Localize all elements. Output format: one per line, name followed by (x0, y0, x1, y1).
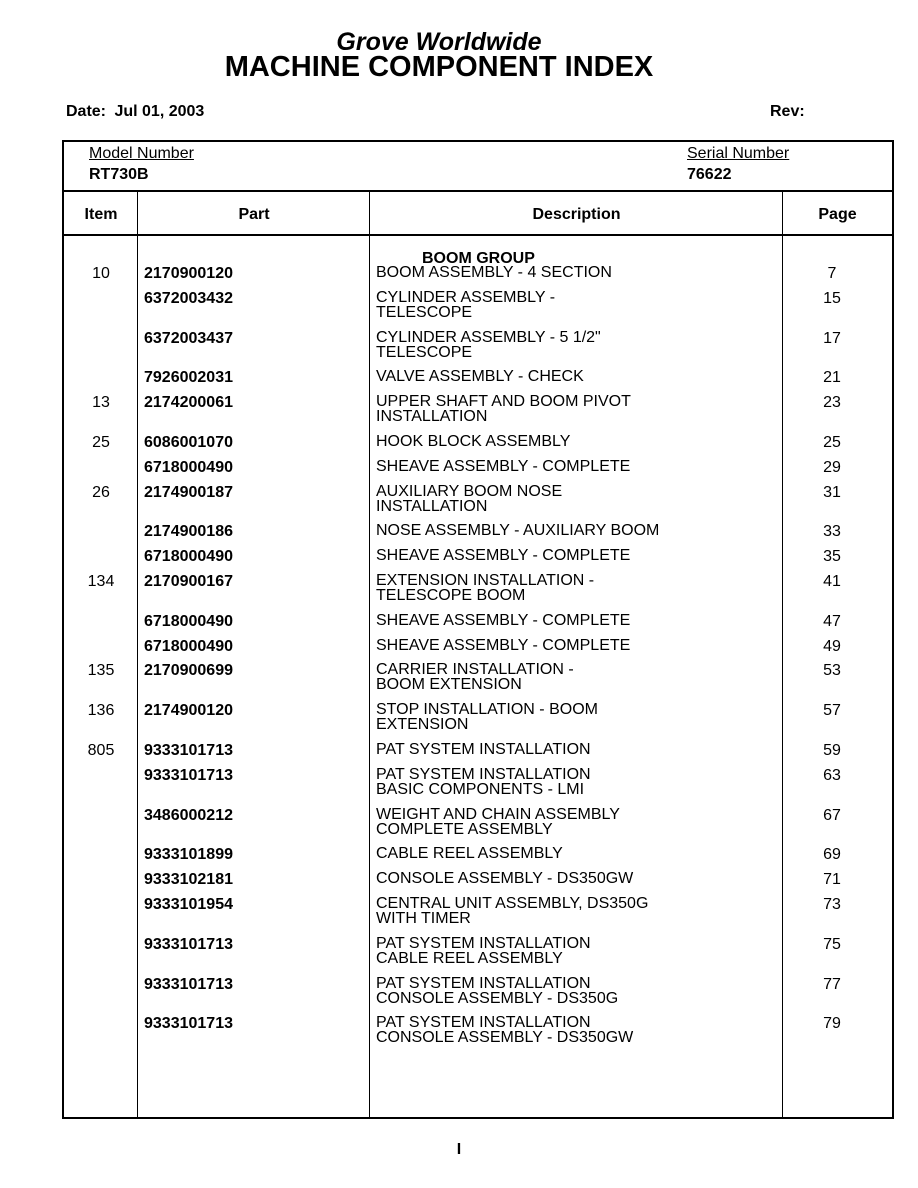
description-line: BOOM EXTENSION (376, 676, 522, 694)
part-number: 6372003432 (144, 289, 233, 307)
page-reference: 79 (823, 1015, 841, 1033)
description-line: STOP INSTALLATION - BOOM (376, 701, 598, 719)
description (376, 742, 591, 757)
description (376, 702, 598, 732)
part-number: 9333102181 (144, 871, 233, 889)
page-reference: 41 (823, 573, 841, 590)
description-line: PAT SYSTEM INSTALLATION (376, 741, 591, 758)
model-number-value: RT730B (89, 166, 149, 183)
part-number: 2174200061 (144, 394, 233, 412)
column-divider (369, 192, 370, 1117)
item-number: 26 (92, 483, 110, 501)
description (376, 434, 570, 449)
part-number: 6086001070 (144, 434, 233, 451)
description (376, 523, 659, 538)
part-number: 9333101713 (144, 935, 233, 953)
description-line: CONSOLE ASSEMBLY - DS350G (376, 989, 619, 1007)
column-headers (64, 192, 892, 236)
description-line: HOOK BLOCK ASSEMBLY (376, 433, 571, 450)
description (376, 846, 563, 861)
part-number: 9333101713 (144, 742, 233, 759)
page-reference: 47 (823, 612, 841, 630)
description-line: TELESCOPE BOOM (376, 587, 526, 604)
description-line: VALVE ASSEMBLY - CHECK (376, 368, 584, 386)
description-line: EXTENSION INSTALLATION - (376, 572, 595, 589)
description (376, 936, 591, 966)
description (376, 638, 630, 653)
description-line: INSTALLATION (376, 408, 488, 426)
column-header-item: Item (84, 206, 118, 223)
description-line: AUXILIARY BOOM NOSE (376, 482, 563, 500)
description-line: CYLINDER ASSEMBLY - (376, 288, 556, 306)
column-header-part: Part (238, 206, 270, 223)
serial-number-label: Serial Number (687, 145, 790, 162)
description (376, 896, 648, 926)
description-line: SHEAVE ASSEMBLY - COMPLETE (376, 611, 631, 629)
page-reference: 25 (823, 434, 841, 451)
description-line: CENTRAL UNIT ASSEMBLY, DS350G (376, 895, 649, 912)
part-number: 6372003437 (144, 329, 233, 347)
component-table (62, 140, 894, 1119)
description (376, 265, 612, 280)
column-divider (782, 192, 783, 1117)
description (376, 1015, 633, 1045)
page-reference: 73 (823, 896, 841, 913)
part-number: 2170900699 (144, 662, 233, 680)
description-line: PAT SYSTEM INSTALLATION (376, 934, 591, 952)
description-line: COMPLETE ASSEMBLY (376, 820, 553, 838)
model-number-label: Model Number (89, 145, 194, 162)
page-reference: 69 (823, 846, 841, 864)
description-line: SHEAVE ASSEMBLY - COMPLETE (376, 636, 631, 654)
group-title: BOOM GROUP (422, 250, 535, 267)
description (376, 290, 555, 320)
description (376, 662, 574, 692)
part-number: 6718000490 (144, 612, 233, 630)
part-number: 6718000490 (144, 637, 233, 655)
document-title: MACHINE COMPONENT INDEX (224, 51, 654, 83)
description (376, 807, 620, 837)
item-number: 25 (92, 434, 110, 451)
description (376, 459, 630, 474)
description-line: CYLINDER ASSEMBLY - 5 1/2" (376, 328, 601, 346)
description-line: SHEAVE ASSEMBLY - COMPLETE (376, 457, 631, 475)
date-label: Date: (66, 103, 107, 120)
page-reference: 29 (823, 458, 841, 476)
page-reference: 17 (823, 329, 841, 347)
page-reference: 71 (823, 871, 841, 889)
description-line: PAT SYSTEM INSTALLATION (376, 765, 591, 783)
part-number: 9333101899 (144, 846, 233, 864)
description-line: WITH TIMER (376, 910, 471, 927)
rev-label: Rev: (770, 103, 805, 120)
item-number: 136 (87, 702, 115, 720)
date-value: Jul 01, 2003 (114, 103, 205, 120)
page-reference: 57 (823, 702, 841, 720)
page-reference: 63 (823, 766, 841, 784)
machine-info-row (64, 142, 892, 192)
part-number: 2170900167 (144, 573, 233, 590)
description (376, 573, 594, 603)
description-line: TELESCOPE (376, 343, 473, 361)
description-line: PAT SYSTEM INSTALLATION (376, 1014, 591, 1032)
part-number: 3486000212 (144, 806, 233, 824)
part-number: 2174900186 (144, 523, 233, 541)
column-divider (137, 192, 138, 1117)
description-line: CABLE REEL ASSEMBLY (376, 845, 563, 863)
item-number: 135 (87, 662, 115, 680)
part-number: 6718000490 (144, 458, 233, 476)
description-line: BASIC COMPONENTS - LMI (376, 780, 585, 798)
description (376, 613, 630, 628)
page-reference: 75 (823, 935, 841, 953)
description-line: CABLE REEL ASSEMBLY (376, 949, 563, 967)
page-reference: 23 (823, 394, 841, 412)
part-number: 2174900187 (144, 483, 233, 501)
description (376, 767, 591, 797)
description-line: UPPER SHAFT AND BOOM PIVOT (376, 393, 631, 411)
description-line: BOOM ASSEMBLY - 4 SECTION (376, 264, 612, 281)
description (376, 369, 584, 384)
description (376, 484, 562, 514)
page-reference: 35 (823, 548, 841, 566)
page-reference: 33 (823, 523, 841, 541)
description-line: SHEAVE ASSEMBLY - COMPLETE (376, 547, 631, 565)
part-number: 2170900120 (144, 265, 233, 282)
part-number: 6718000490 (144, 548, 233, 566)
description (376, 548, 630, 563)
page-reference: 53 (823, 662, 841, 680)
description (376, 871, 633, 886)
description-line: INSTALLATION (376, 497, 488, 515)
description-line: EXTENSION (376, 716, 469, 734)
page-reference: 31 (823, 483, 841, 501)
page-reference: 67 (823, 806, 841, 824)
part-number: 7926002031 (144, 369, 233, 387)
page-reference: 7 (827, 265, 837, 282)
description-line: TELESCOPE (376, 303, 473, 321)
column-header-description: Description (532, 206, 621, 223)
part-number: 9333101713 (144, 1015, 233, 1033)
page-reference: 15 (823, 289, 841, 307)
description (376, 330, 601, 360)
description (376, 394, 631, 424)
part-number: 9333101954 (144, 896, 233, 913)
description (376, 976, 618, 1006)
serial-number-value: 76622 (687, 166, 732, 183)
page-number: I (456, 1141, 462, 1158)
column-header-page: Page (818, 206, 857, 223)
date-line (66, 103, 204, 121)
item-number: 134 (87, 573, 115, 590)
part-number: 2174900120 (144, 702, 233, 720)
description-line: WEIGHT AND CHAIN ASSEMBLY (376, 805, 620, 823)
page-reference: 59 (823, 742, 841, 759)
item-number: 805 (87, 742, 115, 759)
page-reference: 49 (823, 637, 841, 655)
description-line: NOSE ASSEMBLY - AUXILIARY BOOM (376, 522, 660, 540)
page-reference: 21 (823, 369, 841, 387)
part-number: 9333101713 (144, 975, 233, 993)
part-number: 9333101713 (144, 766, 233, 784)
page-reference: 77 (823, 975, 841, 993)
description-line: CONSOLE ASSEMBLY - DS350GW (376, 1029, 634, 1047)
description-line: CARRIER INSTALLATION - (376, 661, 574, 679)
description-line: PAT SYSTEM INSTALLATION (376, 974, 591, 992)
item-number: 13 (92, 394, 110, 412)
company-name: Grove Worldwide (336, 28, 542, 56)
item-number: 10 (92, 265, 110, 282)
description-line: CONSOLE ASSEMBLY - DS350GW (376, 870, 634, 888)
